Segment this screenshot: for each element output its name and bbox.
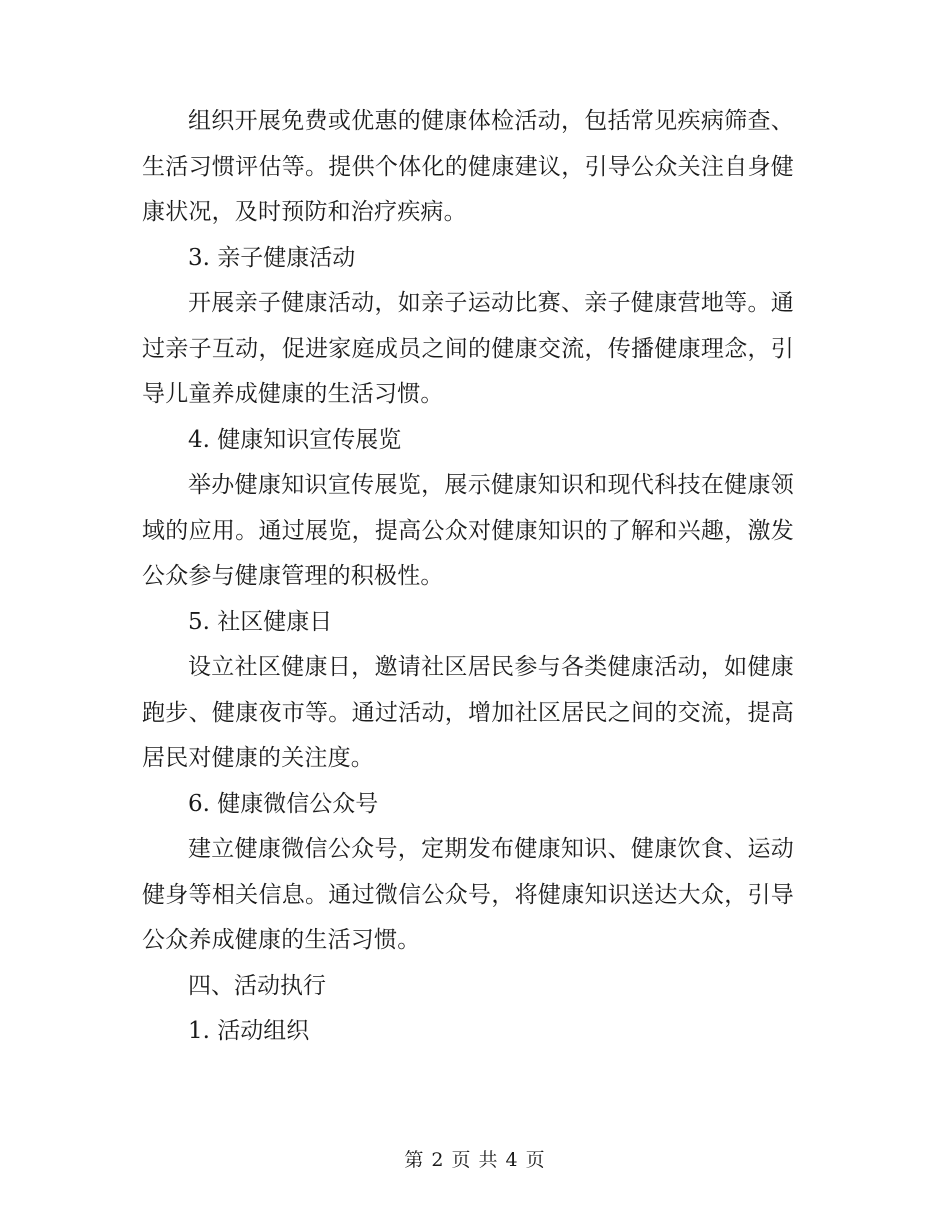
heading-5-community-day: 5. 社区健康日 — [188, 608, 333, 635]
heading-1-organization: 1. 活动组织 — [188, 1018, 310, 1044]
paragraph-health-checkup: 组织开展免费或优惠的健康体检活动，包括常见疾病筛查、生活习惯评估等。提供个体化的健康建议，引导公众关注自身健康状况，及时预防和治疗疾病。 — [142, 108, 794, 225]
paragraph-parent-child: 开展亲子健康活动，如亲子运动比赛、亲子健康营地等。通过亲子互动，促进家庭成员之间的健康交流，传播健康理念，引导儿童养成健康的生活习惯。 — [142, 290, 794, 407]
heading-3-parent-child: 3. 亲子健康活动 — [188, 244, 356, 271]
paragraph-wechat: 建立健康微信公众号，定期发布健康知识、健康饮食、运动健身等相关信息。通过微信公众号，将健康知识送达大众，引导公众养成健康的生活习惯。 — [142, 836, 794, 953]
paragraph-exhibition: 举办健康知识宣传展览，展示健康知识和现代科技在健康领域的应用。通过展览，提高公众对健康知识的了解和兴趣，激发公众参与健康管理的积极性。 — [142, 472, 794, 589]
heading-6-wechat: 6. 健康微信公众号 — [188, 790, 379, 817]
page-content — [142, 99, 794, 1055]
page-number-footer: 第 2 页 共 4 页 — [404, 1149, 546, 1171]
heading-section-4-execution: 四、活动执行 — [188, 972, 326, 999]
heading-4-exhibition: 4. 健康知识宣传展览 — [188, 426, 402, 453]
paragraph-community-day: 设立社区健康日，邀请社区居民参与各类健康活动，如健康跑步、健康夜市等。通过活动，增加社区居民之间的交流，提高居民对健康的关注度。 — [142, 654, 794, 771]
